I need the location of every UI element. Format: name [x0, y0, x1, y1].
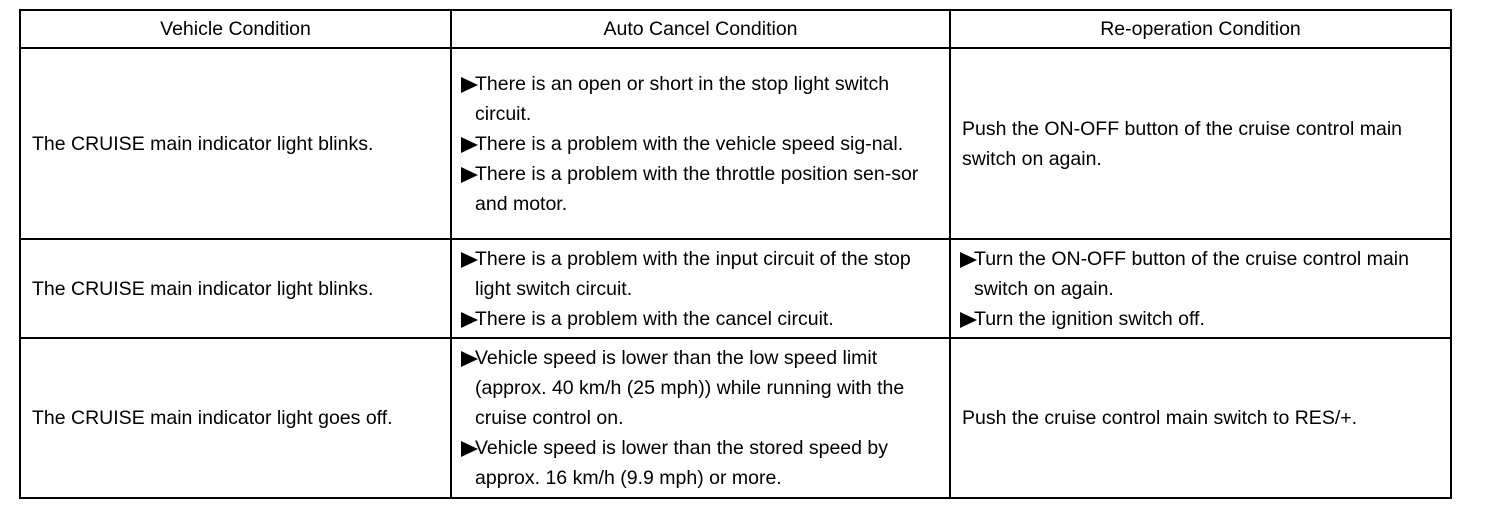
list-item-text: There is an open or short in the stop light switch circuit. [475, 72, 890, 125]
bullet-triangle-icon [960, 312, 977, 328]
list-item-text: There is a problem with the input circuit of the stop light switch circuit. [475, 247, 911, 300]
table-row [20, 239, 1451, 338]
list-item [461, 433, 939, 493]
list-item [461, 159, 939, 219]
vehicle-condition-cell: The CRUISE main indicator light blinks. [20, 48, 451, 239]
reoperation-cell [950, 239, 1451, 338]
list-item [461, 244, 939, 304]
list-item-text: Turn the ignition switch off. [974, 307, 1205, 330]
list-item [461, 69, 939, 129]
auto-cancel-cell [451, 239, 950, 338]
table-row [20, 48, 1451, 239]
auto-cancel-list [461, 244, 939, 334]
vehicle-condition-cell: The CRUISE main indicator light blinks. [20, 239, 451, 338]
list-item [960, 244, 1440, 304]
reoperation-list [960, 244, 1440, 334]
bullet-triangle-icon [461, 441, 478, 457]
bullet-triangle-icon [461, 77, 478, 93]
list-item [461, 129, 939, 159]
list-item-text: There is a problem with the cancel circuit. [475, 307, 834, 330]
list-item-text: Vehicle speed is lower than the stored speed by approx. 16 km/h (9.9 mph) or more. [475, 437, 889, 489]
bullet-triangle-icon [461, 167, 478, 183]
bullet-triangle-icon [461, 137, 478, 153]
bullet-triangle-icon [461, 312, 478, 328]
reoperation-cell: Push the ON-OFF button of the cruise control main switch on again. [950, 48, 1451, 239]
header-auto-cancel-condition: Auto Cancel Condition [451, 10, 950, 48]
reoperation-cell: Push the cruise control main switch to RES/+. [950, 338, 1451, 498]
auto-cancel-cell [451, 48, 950, 239]
header-vehicle-condition: Vehicle Condition [20, 10, 451, 48]
list-item [461, 304, 939, 334]
header-row [20, 10, 1451, 48]
list-item-text: Vehicle speed is lower than the low speed limit (approx. 40 km/h (25 mph)) while running with the cruise control on. [475, 347, 905, 429]
list-item-text: There is a problem with the vehicle speed sig-nal. [475, 132, 904, 155]
bullet-triangle-icon [960, 252, 977, 268]
condition-table [19, 9, 1452, 499]
list-item [960, 304, 1440, 334]
bullet-triangle-icon [461, 252, 478, 268]
auto-cancel-cell [451, 338, 950, 498]
list-item [461, 343, 939, 433]
bullet-triangle-icon [461, 351, 478, 367]
table-row [20, 338, 1451, 498]
list-item-text: There is a problem with the throttle position sen-sor and motor. [475, 162, 919, 215]
list-item-text: Turn the ON-OFF button of the cruise control main switch on again. [974, 247, 1409, 300]
auto-cancel-list [461, 69, 939, 219]
auto-cancel-list [461, 343, 939, 493]
header-reoperation-condition: Re-operation Condition [950, 10, 1451, 48]
vehicle-condition-cell: The CRUISE main indicator light goes off. [20, 338, 451, 498]
